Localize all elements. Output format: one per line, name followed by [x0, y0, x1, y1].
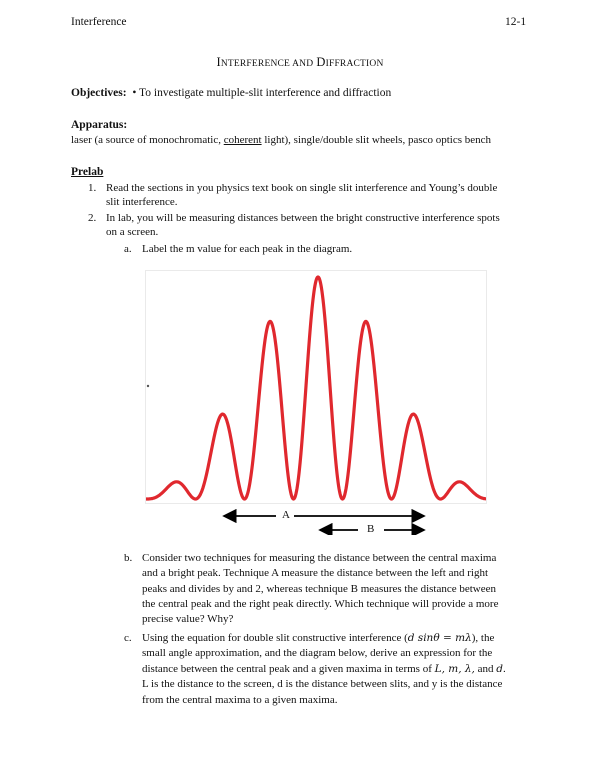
- apparatus-heading: Apparatus:: [71, 119, 128, 131]
- sub-b-line-2: and a bright peak. Technique A measure the distance between the left and right: [142, 567, 489, 579]
- apparatus-text: laser (a source of monochromatic, coherent light), single/double slit wheels, pasco optics bench: [71, 134, 492, 146]
- item-1-line-1: Read the sections in you physics text book on single slit interference and Young’s double: [106, 182, 498, 194]
- item-2-number: 2.: [88, 212, 97, 224]
- prelab-heading: Prelab: [71, 166, 104, 178]
- header-left: Interference: [71, 16, 127, 28]
- item-2-line-1: In lab, you will be measuring distances between the bright constructive interference spots: [106, 212, 500, 224]
- sub-a-letter: a.: [124, 243, 132, 255]
- sub-a-text: Label the m value for each peak in the diagram.: [142, 243, 353, 255]
- sub-b-line-3: peaks and divides by and 2, whereas technique B measures the distance between: [142, 583, 497, 595]
- header-right: 12-1: [505, 16, 527, 28]
- double-slit-equation: d sinθ = mλ: [407, 632, 472, 644]
- item-1-line-2: slit interference.: [106, 196, 178, 208]
- sub-c-letter: c.: [124, 632, 132, 644]
- sub-c-line-5: from the central maxima to a given maxima.: [142, 694, 338, 706]
- arrow-b-label: B: [367, 523, 375, 535]
- sub-b-line-5: precise value? Why?: [142, 613, 234, 625]
- sub-c-line-3: distance between the central peak and a given maxima in terms of L, m, λ, and d.: [142, 663, 506, 675]
- arrow-a-label: A: [282, 509, 290, 521]
- item-1-number: 1.: [88, 182, 97, 194]
- sub-b-line-1: Consider two techniques for measuring the distance between the central maxima: [142, 552, 497, 564]
- objectives-text: • To investigate multiple-slit interference and diffraction: [132, 87, 392, 99]
- sub-b-line-4: the central peak and the right peak directly. Which technique will provide a more: [142, 598, 499, 610]
- sub-c-line-1: Using the equation for double slit constructive interference (d sinθ = mλ), the: [142, 632, 495, 644]
- interference-pattern-diagram: [146, 271, 486, 503]
- axis-mark: [147, 385, 149, 387]
- sub-c-line-2: small angle approximation, and the diagram below, derive an expression for the: [142, 647, 493, 659]
- objectives-label: Objectives:: [71, 87, 127, 99]
- sub-c-line-4: L is the distance to the screen, d is the distance between slits, and y is the distance: [142, 678, 503, 690]
- interference-pattern-svg: [146, 271, 486, 503]
- sub-b-letter: b.: [124, 552, 133, 564]
- page-title: INTERFERENCE AND DIFFRACTION: [216, 55, 384, 69]
- intensity-curve: [146, 277, 486, 499]
- measurement-arrows: [0, 505, 600, 535]
- item-2-line-2: on a screen.: [106, 226, 159, 238]
- objectives: [71, 87, 391, 99]
